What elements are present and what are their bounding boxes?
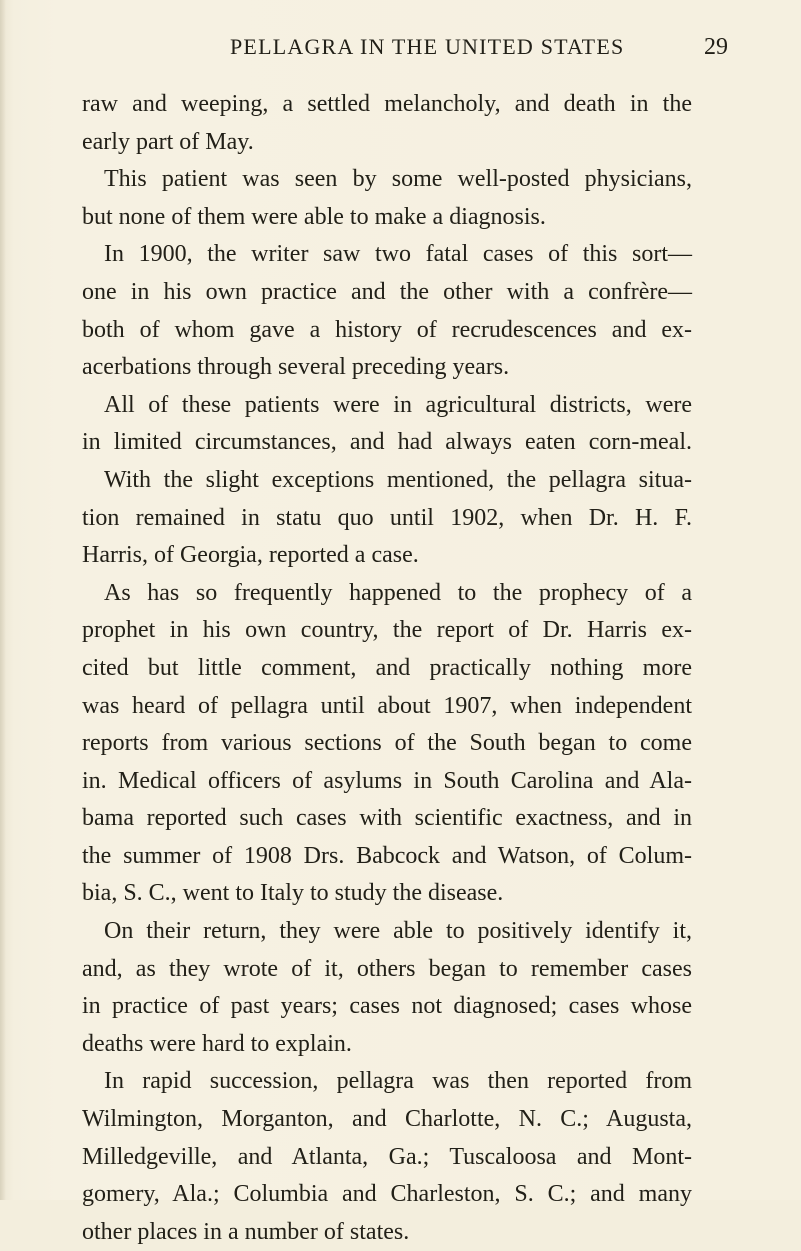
text-line: This patient was seen by some well-posted physicians,	[104, 166, 692, 193]
running-head: PELLAGRA IN THE UNITED STATES	[230, 34, 625, 59]
text-line: In rapid succession, pellagra was then reported from	[104, 1068, 692, 1095]
text-line: tion remained in statu quo until 1902, when Dr. H. F.	[82, 504, 692, 531]
text-line: gomery, Ala.; Columbia and Charleston, S. C.; and many	[82, 1181, 692, 1208]
text-line: Wilmington, Morganton, and Charlotte, N. C.; Augusta,	[82, 1106, 692, 1133]
page-gutter-shadow	[0, 0, 6, 1200]
body-text	[82, 86, 692, 1251]
text-line: On their return, they were able to positively identify it,	[104, 918, 692, 945]
text-line: acerbations through several preceding years.	[82, 354, 510, 381]
text-line: other places in a number of states.	[82, 1218, 410, 1245]
page-number: 29	[704, 34, 728, 60]
text-line: was heard of pellagra until about 1907, when independent	[82, 692, 692, 719]
text-line: reports from various sections of the South began to come	[82, 730, 692, 757]
text-line: With the slight exceptions mentioned, the pellagra situa-	[104, 466, 692, 493]
text-line: bama reported such cases with scientific exactness, and in	[82, 805, 692, 832]
text-line: but none of them were able to make a diagnosis.	[82, 203, 546, 230]
text-line: In 1900, the writer saw two fatal cases of this sort—	[104, 241, 692, 268]
text-line: prophet in his own country, the report of Dr. Harris ex-	[82, 617, 692, 644]
text-line: bia, S. C., went to Italy to study the disease.	[82, 880, 504, 907]
text-line: deaths were hard to explain.	[82, 1030, 352, 1057]
text-line: Harris, of Georgia, reported a case.	[82, 542, 419, 569]
page-header	[0, 34, 801, 70]
text-line: raw and weeping, a settled melancholy, and death in the	[82, 91, 692, 117]
text-line: in limited circumstances, and had always eaten corn-meal.	[82, 429, 692, 456]
text-line: and, as they wrote of it, others began to remember cases	[82, 955, 692, 982]
text-line: Milledgeville, and Atlanta, Ga.; Tuscaloosa and Mont-	[82, 1143, 692, 1170]
text-line: cited but little comment, and practically nothing more	[82, 654, 692, 681]
text-line: the summer of 1908 Drs. Babcock and Watson, of Colum-	[82, 842, 692, 869]
text-line: As has so frequently happened to the prophecy of a	[104, 579, 692, 606]
text-line: All of these patients were in agricultural districts, were	[104, 391, 692, 418]
text-line: in. Medical officers of asylums in South Carolina and Ala-	[82, 767, 692, 794]
text-line: both of whom gave a history of recrudescences and ex-	[82, 316, 692, 343]
text-line: early part of May.	[82, 128, 254, 155]
text-line: in practice of past years; cases not diagnosed; cases whose	[82, 993, 692, 1020]
text-line: one in his own practice and the other with a confrère—	[82, 278, 692, 305]
